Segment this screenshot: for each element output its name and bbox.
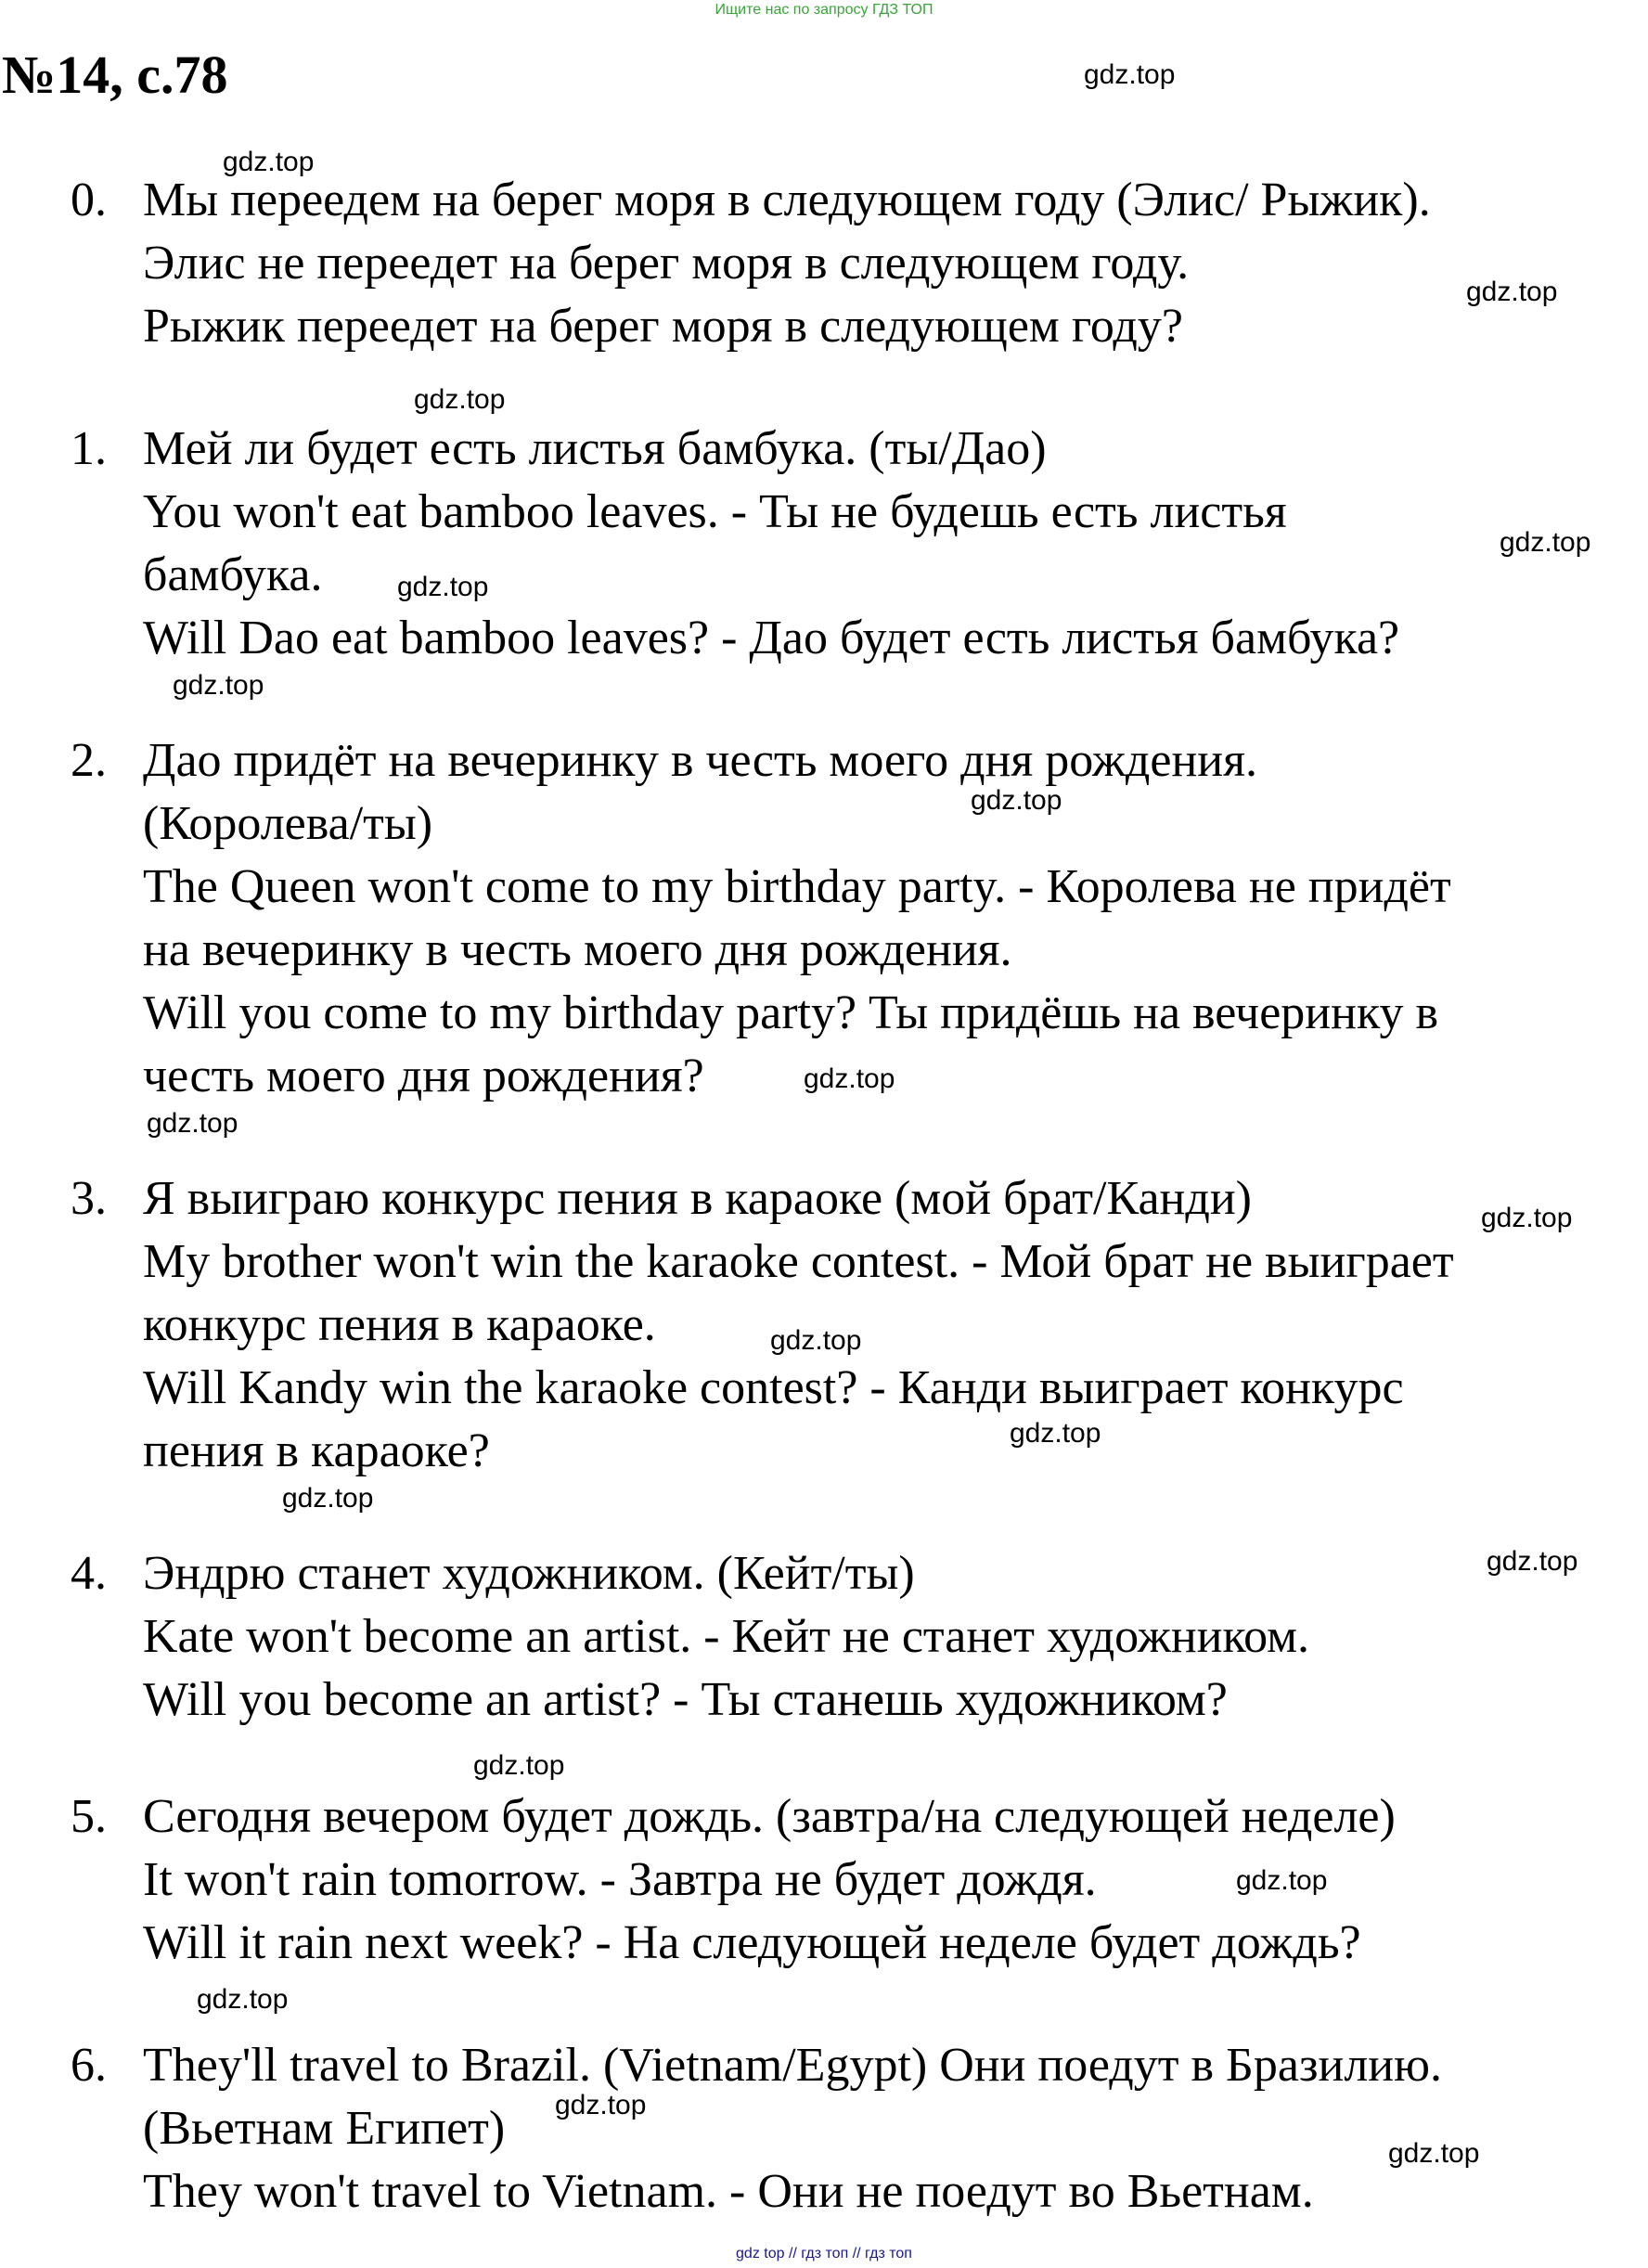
item-number: 0. (71, 174, 107, 226)
item-line: Will you become an artist? - Ты станешь художником? (143, 1673, 1228, 1726)
item-line: на вечеринку в честь моего дня рождения. (143, 923, 1012, 976)
item-line: Сегодня вечером будет дождь. (завтра/на следующей неделе) (143, 1790, 1396, 1843)
bottom-banner: gdz top // гдз топ // гдз топ (736, 2246, 912, 2262)
item-line: They'll travel to Brazil. (Vietnam/Egypt) Они поедут в Бразилию. (143, 2039, 1442, 2092)
item-number: 2. (71, 734, 107, 787)
item-number: 3. (71, 1172, 107, 1225)
item-line: Рыжик переедет на берег моря в следующем году? (143, 300, 1183, 353)
item-line: They won't travel to Vietnam. - Они не поедут во Вьетнам. (143, 2165, 1314, 2218)
watermark: gdz.top (1084, 59, 1176, 90)
item-line: Дао придёт на вечеринку в честь моего дня рождения. (143, 734, 1258, 787)
watermark: gdz.top (1388, 2138, 1480, 2169)
item-line: Мей ли будет есть листья бамбука. (ты/Дао) (143, 422, 1047, 475)
watermark: gdz.top (770, 1325, 862, 1356)
watermark: gdz.top (1236, 1865, 1328, 1896)
watermark: gdz.top (414, 384, 506, 415)
watermark: gdz.top (1466, 277, 1558, 307)
item-line: Will Kandy win the karaoke contest? - Канди выиграет конкурс (143, 1361, 1404, 1414)
item-line: честь моего дня рождения? (143, 1050, 704, 1102)
watermark: gdz.top (804, 1063, 895, 1094)
item-line: Мы переедем на берег моря в следующем году (Элис/ Рыжик). (143, 174, 1431, 226)
item-line: бамбука. (143, 548, 323, 601)
watermark: gdz.top (473, 1750, 565, 1781)
watermark: gdz.top (971, 785, 1062, 816)
item-line: (Вьетнам Египет) (143, 2102, 506, 2155)
item-number: 5. (71, 1790, 107, 1843)
watermark: gdz.top (1500, 527, 1591, 558)
watermark: gdz.top (197, 1984, 289, 2015)
watermark: gdz.top (282, 1483, 374, 1514)
watermark: gdz.top (173, 670, 264, 701)
item-line: You won't eat bamboo leaves. - Ты не будешь есть листья (143, 485, 1287, 538)
item-number: 6. (71, 2039, 107, 2092)
watermark: gdz.top (397, 572, 489, 602)
top-banner: Ищите нас по запросу ГДЗ ТОП (715, 2, 933, 18)
item-line: Will Dao eat bamboo leaves? - Дао будет есть листья бамбука? (143, 612, 1400, 664)
item-line: The Queen won't come to my birthday party. - Королева не придёт (143, 860, 1451, 913)
watermark: gdz.top (223, 147, 315, 177)
watermark: gdz.top (1481, 1203, 1573, 1233)
item-line: My brother won't win the karaoke contest. - Мой брат не выиграет (143, 1235, 1454, 1288)
item-number: 4. (71, 1547, 107, 1600)
item-line: конкурс пения в караоке. (143, 1298, 656, 1351)
item-line: It won't rain tomorrow. - Завтра не будет дождя. (143, 1853, 1097, 1906)
item-line: Эндрю станет художником. (Кейт/ты) (143, 1547, 915, 1600)
watermark: gdz.top (555, 2090, 647, 2120)
item-line: Will you come to my birthday party? Ты придёшь на вечеринку в (143, 986, 1439, 1039)
page-title: №14, с.78 (2, 45, 228, 105)
item-line: Will it rain next week? - На следующей неделе будет дождь? (143, 1916, 1361, 1969)
item-line: Элис не переедет на берег моря в следующем году. (143, 237, 1190, 290)
item-line: Kate won't become an artist. - Кейт не станет художником. (143, 1610, 1310, 1663)
item-line: (Королева/ты) (143, 797, 433, 850)
watermark: gdz.top (147, 1108, 238, 1139)
watermark: gdz.top (1487, 1546, 1578, 1577)
item-number: 1. (71, 422, 107, 475)
item-line: Я выиграю конкурс пения в караоке (мой брат/Канди) (143, 1172, 1252, 1225)
watermark: gdz.top (1010, 1418, 1101, 1449)
item-line: пения в караоке? (143, 1424, 490, 1477)
